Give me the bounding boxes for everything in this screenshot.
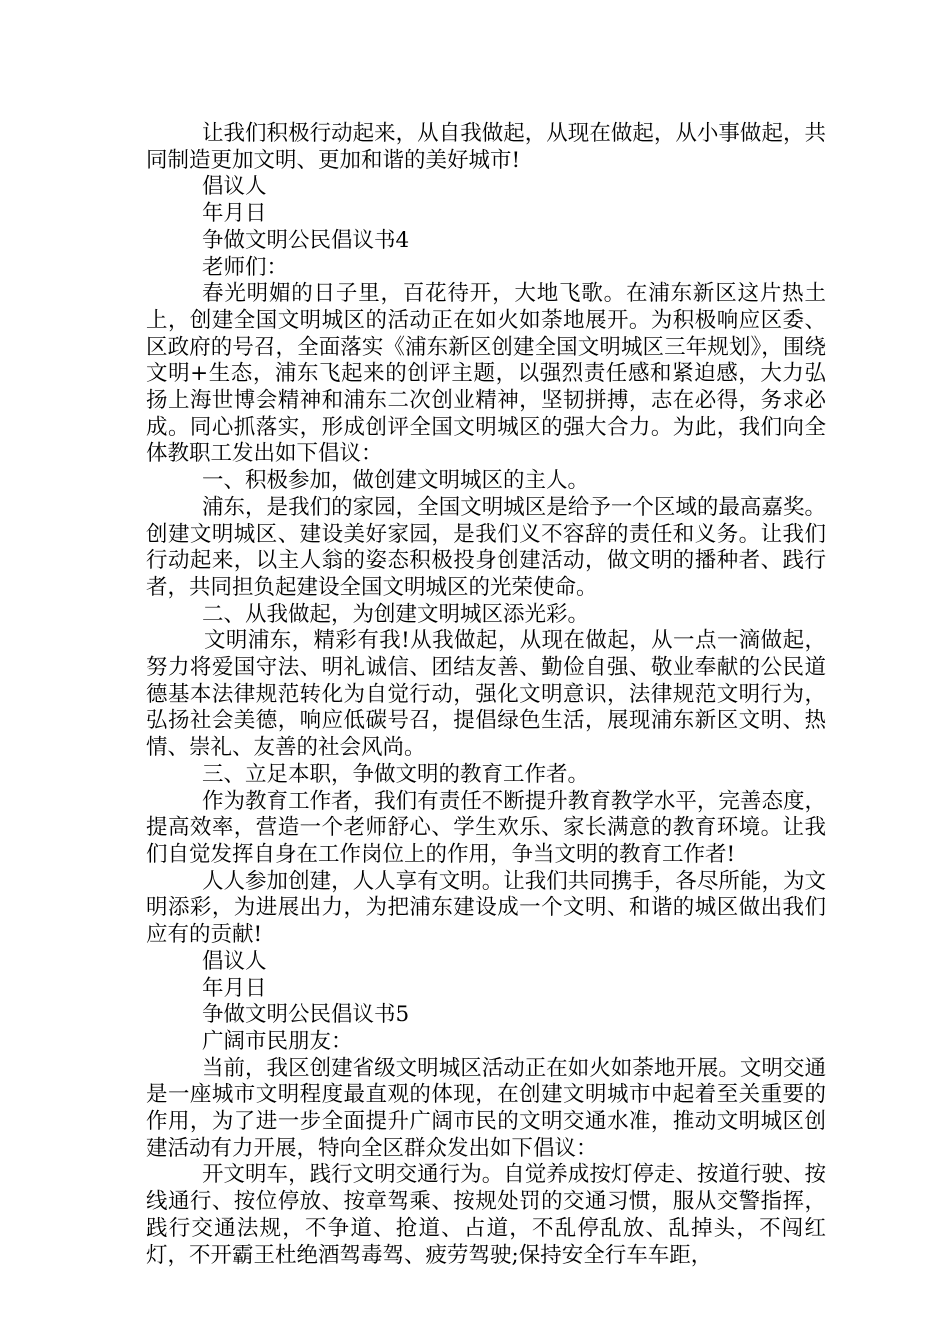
heading-point-1: 一、积极参加，做创建文明城区的主人。 xyxy=(202,468,590,494)
signature-date: 年月日 xyxy=(202,975,267,1001)
paragraph-point-3: 作为教育工作者，我们有责任不断提升教育教学水平，完善态度，提高效率，营造一个老师舒心、学生欢乐、家长满意的教育环境。让我们自觉发挥自身在工作岗位上的作用，争当文明的教育工作者! xyxy=(146,788,826,867)
signature-proposer: 倡议人 xyxy=(202,948,267,974)
paragraph-civilized-driving: 开文明车，践行文明交通行为。自觉养成按灯停走、按道行驶、按线通行、按位停放、按章驾乘、按规处罚的交通习惯，服从交警指挥，践行交通法规，不争道、抢道、占道，不乱停乱放、乱掉头，不闯红灯，不开霸王杜绝酒驾毒驾、疲劳驾驶;保持安全行车车距， xyxy=(146,1162,826,1268)
salutation-citizens: 广阔市民朋友： xyxy=(202,1028,353,1054)
signature-proposer: 倡议人 xyxy=(202,174,267,200)
paragraph-point-2: 文明浦东，精彩有我!从我做起，从现在做起，从一点一滴做起，努力将爱国守法、明礼诚信、团结友善、勤俭自强、敬业奉献的公民道德基本法律规范转化为自觉行动，强化文明意识，法律规范文明行为，弘扬社会美德，响应低碳号召，提倡绿色生活，展现浦东新区文明、热情、崇礼、友善的社会风尚。 xyxy=(146,628,826,761)
document-body xyxy=(146,121,826,1269)
heading-point-2: 二、从我做起，为创建文明城区添光彩。 xyxy=(202,601,590,627)
paragraph-point-1: 浦东，是我们的家园，全国文明城区是给予一个区域的最高嘉奖。创建文明城区、建设美好家园，是我们义不容辞的责任和义务。让我们行动起来，以主人翁的姿态积极投身创建活动，做文明的播种者、践行者，共同担负起建设全国文明城区的光荣使命。 xyxy=(146,494,826,600)
heading-point-3: 三、立足本职，争做文明的教育工作者。 xyxy=(202,761,590,787)
section-title-4: 争做文明公民倡议书4 xyxy=(202,227,410,253)
signature-date: 年月日 xyxy=(202,201,267,227)
paragraph-closing-call: 让我们积极行动起来，从自我做起，从现在做起，从小事做起，共同制造更加文明、更加和谐的美好城市! xyxy=(146,121,826,173)
section-title-5: 争做文明公民倡议书5 xyxy=(202,1002,410,1028)
paragraph-conclusion-4: 人人参加创建，人人享有文明。让我们共同携手，各尽所能，为文明添彩，为进展出力，为把浦东建设成一个文明、和谐的城区做出我们应有的贡献! xyxy=(146,868,826,948)
paragraph-intro-4: 春光明媚的日子里，百花待开，大地飞歌。在浦东新区这片热土上，创建全国文明城区的活动正在如火如荼地展开。为积极响应区委、区政府的号召，全面落实《浦东新区创建全国文明城区三年规划》，围绕文明+生态，浦东飞起来的创评主题，以强烈责任感和紧迫感，大力弘扬上海世博会精神和浦东二次创业精神，坚韧拼搏，志在必得，务求必成。同心抓落实，形成创评全国文明城区的强大合力。为此，我们向全体教职工发出如下倡议： xyxy=(146,281,826,467)
paragraph-intro-5: 当前，我区创建省级文明城区活动正在如火如荼地开展。文明交通是一座城市文明程度最直观的体现，在创建文明城市中起着至关重要的作用，为了进一步全面提升广阔市民的文明交通水准，推动文明城区创建活动有力开展，特向全区群众发出如下倡议： xyxy=(146,1055,826,1161)
salutation-teachers: 老师们： xyxy=(202,254,289,280)
